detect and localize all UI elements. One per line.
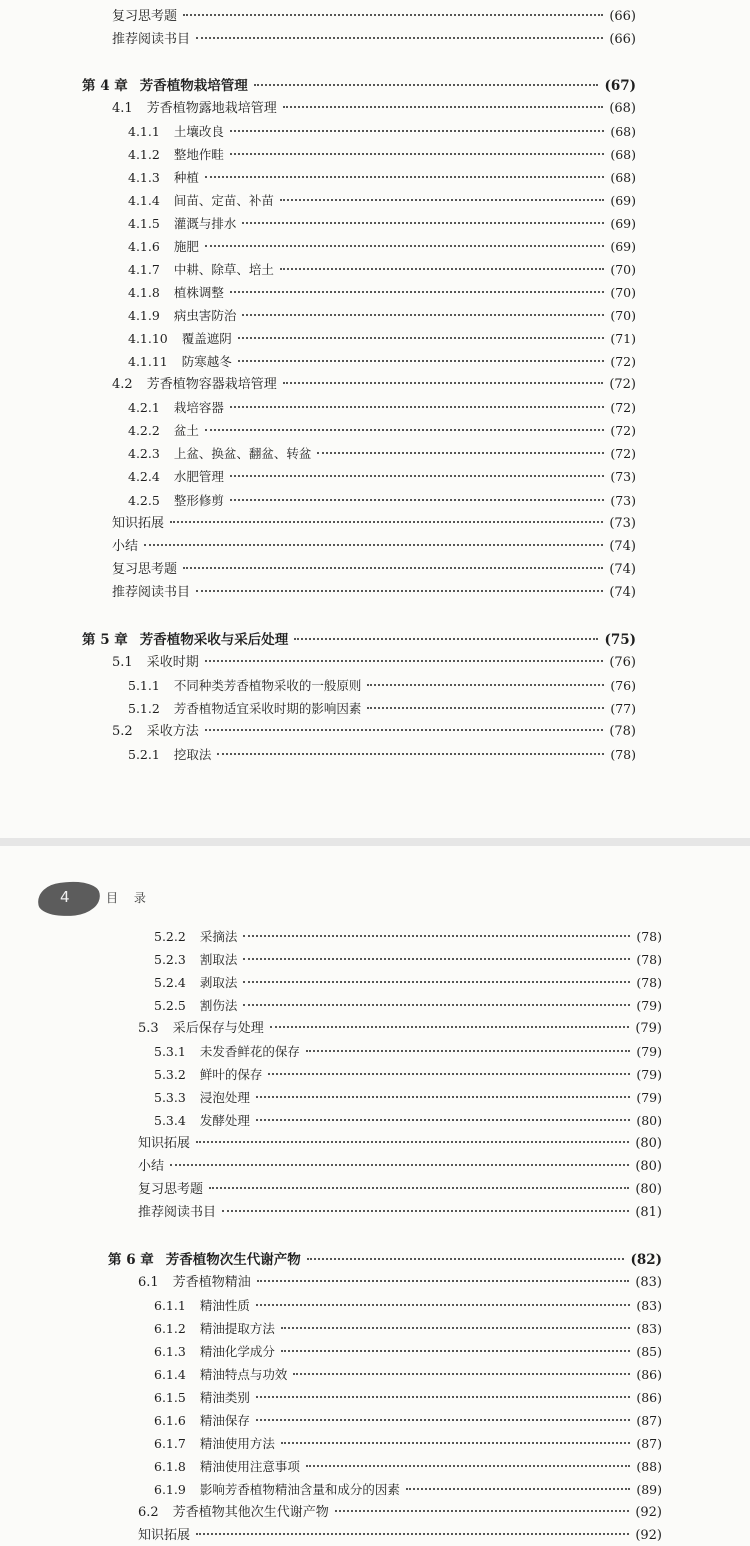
toc-page-number: (74) <box>609 539 636 554</box>
toc-number: 4.1.4 <box>128 193 160 208</box>
toc-entry <box>112 723 636 741</box>
running-title: 目 录 <box>106 891 152 905</box>
toc-title: 栽培容器 <box>173 400 224 415</box>
toc-page-number: (73) <box>609 516 636 531</box>
toc-page-number: (80) <box>636 1113 662 1128</box>
toc-entry <box>112 538 636 556</box>
dot-leader <box>242 222 604 224</box>
toc-number: 5.2.5 <box>154 998 186 1013</box>
toc-number: 5.1.2 <box>128 701 160 716</box>
toc-number: 5.2.2 <box>154 929 186 944</box>
toc-number: 5.3 <box>138 1021 159 1036</box>
toc-title: 芳香植物容器栽培管理 <box>146 377 277 392</box>
toc-title: 鲜叶的保存 <box>199 1067 263 1082</box>
toc-title: 知识拓展 <box>138 1136 191 1151</box>
toc-number: 4.1.10 <box>128 331 168 346</box>
dot-leader <box>243 958 630 960</box>
toc-number: 4.2.1 <box>128 400 160 415</box>
toc-entry <box>138 1504 662 1522</box>
dot-leader <box>170 521 603 523</box>
toc-number: 6.1.2 <box>154 1321 186 1336</box>
toc-number: 6.1.4 <box>154 1367 186 1382</box>
toc-title: 中耕、除草、培土 <box>173 262 274 277</box>
dot-leader <box>280 268 605 270</box>
toc-number: 6.1 <box>138 1275 159 1290</box>
toc-title: 整形修剪 <box>173 493 224 508</box>
toc-number: 5.2.3 <box>154 952 186 967</box>
toc-page-number: (68) <box>610 147 636 162</box>
toc-number: 第 4 章 <box>82 78 128 94</box>
page-number: 4 <box>60 888 70 906</box>
toc-title: 盆土 <box>173 423 199 438</box>
toc-number: 6.1.1 <box>154 1298 186 1313</box>
toc-chapter-entry <box>108 1251 662 1269</box>
toc-number: 6.1.3 <box>154 1344 186 1359</box>
toc-page-number: (66) <box>609 9 636 24</box>
toc-entry <box>128 215 636 233</box>
toc-page-number: (72) <box>610 446 636 461</box>
toc-entry <box>128 677 636 695</box>
toc-title: 复习思考题 <box>112 9 178 24</box>
dot-leader <box>280 199 605 201</box>
toc-entry <box>154 1435 662 1453</box>
dot-leader <box>317 452 604 454</box>
dot-leader <box>196 590 603 592</box>
toc-page-number: (71) <box>610 331 636 346</box>
toc-number: 4.1.2 <box>128 147 160 162</box>
toc-title: 割伤法 <box>199 998 238 1013</box>
toc-title: 未发香鲜花的保存 <box>199 1044 300 1059</box>
toc-entry <box>128 468 636 486</box>
toc-entry <box>128 261 636 279</box>
toc-number: 5.3.1 <box>154 1044 186 1059</box>
toc-title: 精油类别 <box>199 1390 250 1405</box>
toc-page-number: (66) <box>609 32 636 47</box>
toc-title: 种植 <box>173 170 199 185</box>
toc-page-number: (92) <box>635 1505 662 1520</box>
dot-leader <box>238 337 605 339</box>
toc-title: 芳香植物精油 <box>172 1275 251 1290</box>
toc-entry <box>128 192 636 210</box>
toc-page-number: (83) <box>636 1298 662 1313</box>
dot-leader <box>230 406 605 408</box>
toc-number: 4.1.3 <box>128 170 160 185</box>
toc-entry <box>112 654 636 672</box>
toc-title: 浸泡处理 <box>199 1090 250 1105</box>
toc-entry <box>112 584 636 602</box>
toc-page-number: (83) <box>635 1275 662 1290</box>
toc-entry <box>128 746 636 764</box>
toc-number: 4.1.5 <box>128 216 160 231</box>
toc-page-number: (86) <box>636 1367 662 1382</box>
dot-leader <box>170 1164 629 1166</box>
toc-entry <box>128 492 636 510</box>
toc-title: 小结 <box>138 1159 165 1174</box>
dot-leader <box>144 544 603 546</box>
toc-page-number: (86) <box>636 1390 662 1405</box>
toc-page-number: (70) <box>610 285 636 300</box>
toc-entry <box>128 445 636 463</box>
toc-page-number: (68) <box>610 170 636 185</box>
toc-chapter-entry <box>82 77 636 95</box>
toc-title: 精油特点与功效 <box>199 1367 288 1382</box>
dot-leader <box>196 1533 629 1535</box>
toc-page-number: (79) <box>635 1021 662 1036</box>
toc-number: 6.1.6 <box>154 1413 186 1428</box>
dot-leader <box>367 684 604 686</box>
toc-number: 5.2.1 <box>128 747 160 762</box>
toc-page-number: (87) <box>636 1413 662 1428</box>
toc-page-number: (74) <box>609 562 636 577</box>
toc-page-number: (72) <box>609 377 636 392</box>
toc-entry <box>112 561 636 579</box>
toc-number: 4.1.1 <box>128 124 160 139</box>
dot-leader <box>270 1026 630 1028</box>
toc-entry <box>154 1043 662 1061</box>
toc-number: 4.2.4 <box>128 469 160 484</box>
toc-entry <box>154 1089 662 1107</box>
toc-page-number: (67) <box>604 78 636 94</box>
dot-leader <box>281 1350 631 1352</box>
toc-entry <box>112 8 636 26</box>
toc-entry <box>154 1389 662 1407</box>
toc-entry <box>138 1020 662 1038</box>
dot-leader <box>306 1050 631 1052</box>
toc-title: 复习思考题 <box>138 1182 204 1197</box>
toc-number: 4.2 <box>112 377 133 392</box>
dot-leader <box>256 1396 631 1398</box>
toc-page-number: (69) <box>610 216 636 231</box>
toc-page-number: (87) <box>636 1436 662 1451</box>
toc-entry <box>138 1135 662 1153</box>
dot-leader <box>257 1280 630 1282</box>
toc-page-number: (80) <box>635 1159 662 1174</box>
toc-page-number: (78) <box>636 929 662 944</box>
dot-leader <box>268 1073 630 1075</box>
toc-title: 知识拓展 <box>138 1528 191 1543</box>
toc-entry <box>154 1458 662 1476</box>
dot-leader <box>367 707 604 709</box>
dot-leader <box>222 1210 629 1212</box>
toc-page-number: (76) <box>609 655 636 670</box>
toc-entry <box>128 399 636 417</box>
toc-entry <box>154 951 662 969</box>
dot-leader <box>283 382 604 384</box>
dot-leader <box>256 1119 631 1121</box>
toc-page-number: (72) <box>610 423 636 438</box>
toc-number: 4.1.8 <box>128 285 160 300</box>
dot-leader <box>205 729 604 731</box>
dot-leader <box>281 1327 631 1329</box>
toc-entry <box>128 422 636 440</box>
toc-entry <box>154 1066 662 1084</box>
dot-leader <box>335 1510 630 1512</box>
toc-page-number: (72) <box>610 400 636 415</box>
toc-entry <box>138 1158 662 1176</box>
toc-entry <box>128 284 636 302</box>
toc-title: 芳香植物适宜采收时期的影响因素 <box>173 701 362 716</box>
toc-page-number: (73) <box>610 469 636 484</box>
toc-entry <box>112 31 636 49</box>
toc-title: 剥取法 <box>199 975 238 990</box>
dot-leader <box>283 106 604 108</box>
toc-number: 4.2.2 <box>128 423 160 438</box>
toc-page-number: (89) <box>636 1482 662 1497</box>
toc-title: 发酵处理 <box>199 1113 250 1128</box>
toc-chapter-entry <box>82 631 636 649</box>
toc-page-number: (79) <box>636 998 662 1013</box>
toc-entry <box>138 1181 662 1199</box>
toc-page-number: (85) <box>636 1344 662 1359</box>
toc-number: 4.1.9 <box>128 308 160 323</box>
toc-title: 间苗、定苗、补苗 <box>173 193 274 208</box>
toc-title: 芳香植物栽培管理 <box>139 78 248 94</box>
toc-title: 推荐阅读书目 <box>112 32 191 47</box>
dot-leader <box>183 14 603 16</box>
toc-page-number: (68) <box>609 101 636 116</box>
dot-leader <box>196 37 603 39</box>
toc-title: 不同种类芳香植物采收的一般原则 <box>173 678 362 693</box>
toc-title: 土壤改良 <box>173 124 224 139</box>
dot-leader <box>243 981 630 983</box>
toc-title: 精油保存 <box>199 1413 250 1428</box>
toc-entry <box>128 700 636 718</box>
toc-page-number: (78) <box>636 952 662 967</box>
dot-leader <box>306 1465 631 1467</box>
toc-number: 5.2.4 <box>154 975 186 990</box>
toc-entry <box>112 376 636 394</box>
toc-number: 6.1.7 <box>154 1436 186 1451</box>
toc-page-number: (79) <box>636 1090 662 1105</box>
toc-title: 精油使用注意事项 <box>199 1459 300 1474</box>
toc-title: 推荐阅读书目 <box>112 585 191 600</box>
toc-page-number: (88) <box>636 1459 662 1474</box>
toc-page-number: (78) <box>610 747 636 762</box>
toc-number: 5.2 <box>112 724 133 739</box>
toc-number: 5.3.2 <box>154 1067 186 1082</box>
toc-entry <box>154 1343 662 1361</box>
toc-page-bottom <box>0 846 750 1546</box>
toc-title: 病虫害防治 <box>173 308 237 323</box>
toc-entry <box>112 100 636 118</box>
dot-leader <box>196 1141 629 1143</box>
dot-leader <box>307 1258 625 1260</box>
toc-page-number: (69) <box>610 239 636 254</box>
toc-entry <box>154 928 662 946</box>
toc-page-number: (75) <box>604 632 636 648</box>
dot-leader <box>205 176 605 178</box>
toc-entry <box>138 1527 662 1545</box>
toc-entry <box>138 1204 662 1222</box>
dot-leader <box>243 935 630 937</box>
toc-number: 6.1.5 <box>154 1390 186 1405</box>
dot-leader <box>205 429 605 431</box>
toc-title: 水肥管理 <box>173 469 224 484</box>
toc-number: 5.3.3 <box>154 1090 186 1105</box>
dot-leader <box>230 130 605 132</box>
toc-title: 施肥 <box>173 239 199 254</box>
toc-entry <box>138 1274 662 1292</box>
running-head <box>0 882 750 932</box>
toc-number: 6.2 <box>138 1505 159 1520</box>
dot-leader <box>205 660 604 662</box>
toc-entry <box>128 330 636 348</box>
toc-number: 4.1.7 <box>128 262 160 277</box>
toc-entry <box>128 169 636 187</box>
toc-title: 挖取法 <box>173 747 212 762</box>
toc-title: 精油化学成分 <box>199 1344 275 1359</box>
toc-number: 4.2.5 <box>128 493 160 508</box>
dot-leader <box>256 1304 631 1306</box>
toc-number: 6.1.8 <box>154 1459 186 1474</box>
dot-leader <box>256 1419 631 1421</box>
toc-page-number: (70) <box>610 262 636 277</box>
dot-leader <box>293 1373 630 1375</box>
toc-page-number: (73) <box>610 493 636 508</box>
toc-title: 芳香植物采收与采后处理 <box>139 632 289 648</box>
dot-leader <box>230 153 605 155</box>
toc-page-number: (83) <box>636 1321 662 1336</box>
toc-title: 知识拓展 <box>112 516 165 531</box>
dot-leader <box>209 1187 629 1189</box>
dot-leader <box>406 1488 631 1490</box>
dot-leader <box>230 291 605 293</box>
toc-entry <box>154 1297 662 1315</box>
toc-page-number: (78) <box>636 975 662 990</box>
toc-title: 防寒越冬 <box>181 354 232 369</box>
toc-number: 6.1.9 <box>154 1482 186 1497</box>
toc-page-number: (81) <box>635 1205 662 1220</box>
toc-title: 芳香植物其他次生代谢产物 <box>172 1505 329 1520</box>
toc-title: 精油使用方法 <box>199 1436 275 1451</box>
toc-entry <box>154 1481 662 1499</box>
dot-leader <box>256 1096 631 1098</box>
toc-entry <box>154 1366 662 1384</box>
toc-page-number: (79) <box>636 1044 662 1059</box>
toc-number: 4.1 <box>112 101 133 116</box>
toc-title: 采摘法 <box>199 929 238 944</box>
toc-entry <box>112 515 636 533</box>
dot-leader <box>242 314 604 316</box>
dot-leader <box>217 753 604 755</box>
toc-page-number: (70) <box>610 308 636 323</box>
toc-entry <box>154 1320 662 1338</box>
dot-leader <box>243 1004 630 1006</box>
toc-title: 推荐阅读书目 <box>138 1205 217 1220</box>
toc-page-number: (69) <box>610 193 636 208</box>
toc-page-number: (76) <box>610 678 636 693</box>
toc-title: 整地作畦 <box>173 147 224 162</box>
toc-entry <box>154 997 662 1015</box>
toc-title: 植株调整 <box>173 285 224 300</box>
toc-page-number: (74) <box>609 585 636 600</box>
toc-entry <box>128 307 636 325</box>
toc-entry <box>128 123 636 141</box>
toc-page-number: (78) <box>609 724 636 739</box>
toc-number: 5.1 <box>112 655 133 670</box>
toc-title: 芳香植物露地栽培管理 <box>146 101 277 116</box>
toc-title: 割取法 <box>199 952 238 967</box>
toc-entry <box>128 238 636 256</box>
toc-title: 覆盖遮阴 <box>181 331 232 346</box>
toc-title: 小结 <box>112 539 139 554</box>
toc-number: 4.2.3 <box>128 446 160 461</box>
toc-number: 5.3.4 <box>154 1113 186 1128</box>
toc-title: 精油性质 <box>199 1298 250 1313</box>
toc-page-number: (92) <box>635 1528 662 1543</box>
dot-leader <box>254 84 599 86</box>
toc-title: 芳香植物次生代谢产物 <box>165 1252 301 1268</box>
toc-page-number: (80) <box>635 1136 662 1151</box>
toc-entry <box>154 1412 662 1430</box>
toc-title: 采后保存与处理 <box>172 1021 264 1036</box>
toc-number: 4.1.11 <box>128 354 168 369</box>
toc-number: 4.1.6 <box>128 239 160 254</box>
dot-leader <box>294 638 598 640</box>
toc-entry <box>154 1112 662 1130</box>
toc-page-number: (80) <box>635 1182 662 1197</box>
toc-page-number: (68) <box>610 124 636 139</box>
toc-number: 第 5 章 <box>82 632 128 648</box>
toc-title: 精油提取方法 <box>199 1321 275 1336</box>
toc-title: 影响芳香植物精油含量和成分的因素 <box>199 1482 400 1497</box>
toc-number: 5.1.1 <box>128 678 160 693</box>
toc-title: 采收方法 <box>146 724 199 739</box>
toc-entry <box>154 974 662 992</box>
toc-page-number: (72) <box>610 354 636 369</box>
dot-leader <box>281 1442 631 1444</box>
toc-title: 采收时期 <box>146 655 199 670</box>
toc-entry <box>128 353 636 371</box>
toc-page-number: (82) <box>630 1252 662 1268</box>
toc-page-number: (79) <box>636 1067 662 1082</box>
dot-leader <box>205 245 605 247</box>
toc-number: 第 6 章 <box>108 1252 154 1268</box>
toc-title: 灌溉与排水 <box>173 216 237 231</box>
dot-leader <box>238 360 605 362</box>
toc-entry <box>128 146 636 164</box>
dot-leader <box>230 475 605 477</box>
dot-leader <box>230 499 605 501</box>
toc-title: 上盆、换盆、翻盆、转盆 <box>173 446 312 461</box>
toc-title: 复习思考题 <box>112 562 178 577</box>
dot-leader <box>183 567 603 569</box>
toc-page-number: (77) <box>610 701 636 716</box>
